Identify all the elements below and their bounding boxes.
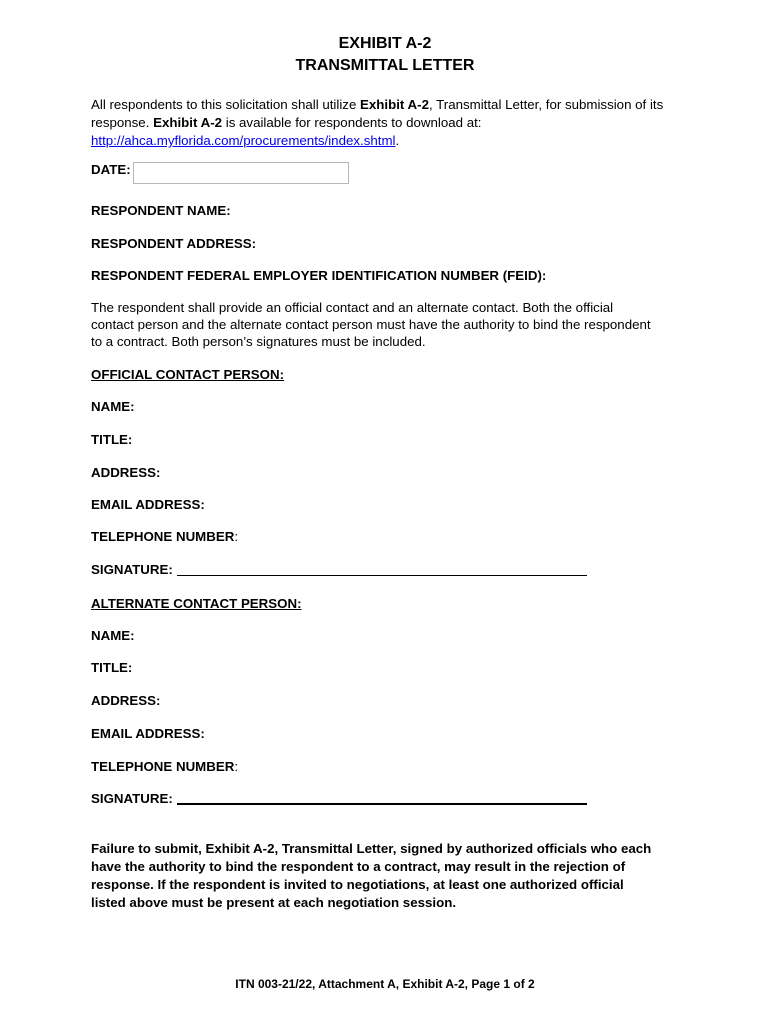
alternate-telephone-label: [91, 759, 238, 774]
paragraph-line: contact person and the alternate contact person must have the authority to bind the respondent: [91, 317, 651, 332]
alternate-contact-heading: ALTERNATE CONTACT PERSON:: [91, 596, 302, 611]
telephone-label-text: TELEPHONE NUMBER: [91, 759, 235, 774]
official-signature-line[interactable]: [177, 575, 587, 576]
alternate-name-label: NAME:: [91, 628, 135, 643]
date-label: DATE:: [91, 162, 131, 177]
telephone-label-colon: :: [234, 529, 239, 544]
telephone-label-colon: :: [234, 759, 239, 774]
authority-paragraph: [91, 299, 681, 350]
intro-text: .: [395, 133, 400, 148]
intro-paragraph: [91, 96, 683, 150]
paragraph-line: listed above must be present at each negotiation session.: [91, 895, 457, 910]
signature-label-text: SIGNATURE:: [91, 791, 173, 806]
warning-paragraph: [91, 840, 681, 912]
official-signature-label: [91, 562, 587, 577]
official-name-label: NAME:: [91, 399, 135, 414]
intro-text: All respondents to this solicitation shall utilize: [91, 97, 361, 112]
document-title: TRANSMITTAL LETTER: [295, 57, 475, 74]
paragraph-line: response. If the respondent is invited to negotiations, at least one authorized official: [91, 877, 624, 892]
official-telephone-label: [91, 529, 238, 544]
alternate-title-label: TITLE:: [91, 660, 133, 675]
intro-text: , Transmittal Letter, for submission of its response.: [91, 97, 664, 130]
intro-exhibit-ref: Exhibit A-2: [360, 97, 429, 112]
respondent-feid-label: RESPONDENT FEDERAL EMPLOYER IDENTIFICATION NUMBER (FEID):: [91, 268, 547, 283]
paragraph-line: have the authority to bind the respondent to a contract, may result in the rejection of: [91, 859, 626, 874]
official-contact-heading: OFFICIAL CONTACT PERSON:: [91, 367, 285, 382]
respondent-address-label: RESPONDENT ADDRESS:: [91, 236, 256, 251]
intro-exhibit-ref: Exhibit A-2: [153, 115, 223, 130]
official-email-label: EMAIL ADDRESS:: [91, 497, 205, 512]
official-address-label: ADDRESS:: [91, 465, 161, 480]
telephone-label-text: TELEPHONE NUMBER: [91, 529, 235, 544]
date-input[interactable]: [133, 162, 349, 184]
page-footer: ITN 003-21/22, Attachment A, Exhibit A-2, Page 1 of 2: [235, 977, 535, 991]
signature-label-text: SIGNATURE:: [91, 562, 173, 577]
paragraph-line: Failure to submit, Exhibit A-2, Transmittal Letter, signed by authorized officials who each: [91, 841, 652, 856]
alternate-signature-line[interactable]: [177, 803, 587, 805]
alternate-signature-label: [91, 791, 587, 806]
exhibit-title: EXHIBIT A-2: [338, 35, 432, 52]
intro-text: is available for respondents to download at:: [222, 115, 482, 130]
download-link[interactable]: http://ahca.myflorida.com/procurements/index.shtml: [91, 133, 396, 148]
paragraph-line: The respondent shall provide an official contact and an alternate contact. Both the official: [91, 300, 614, 315]
official-title-label: TITLE:: [91, 432, 133, 447]
respondent-name-label: RESPONDENT NAME:: [91, 203, 231, 218]
paragraph-line: to a contract. Both person’s signatures must be included.: [91, 334, 426, 349]
alternate-address-label: ADDRESS:: [91, 693, 161, 708]
alternate-email-label: EMAIL ADDRESS:: [91, 726, 205, 741]
